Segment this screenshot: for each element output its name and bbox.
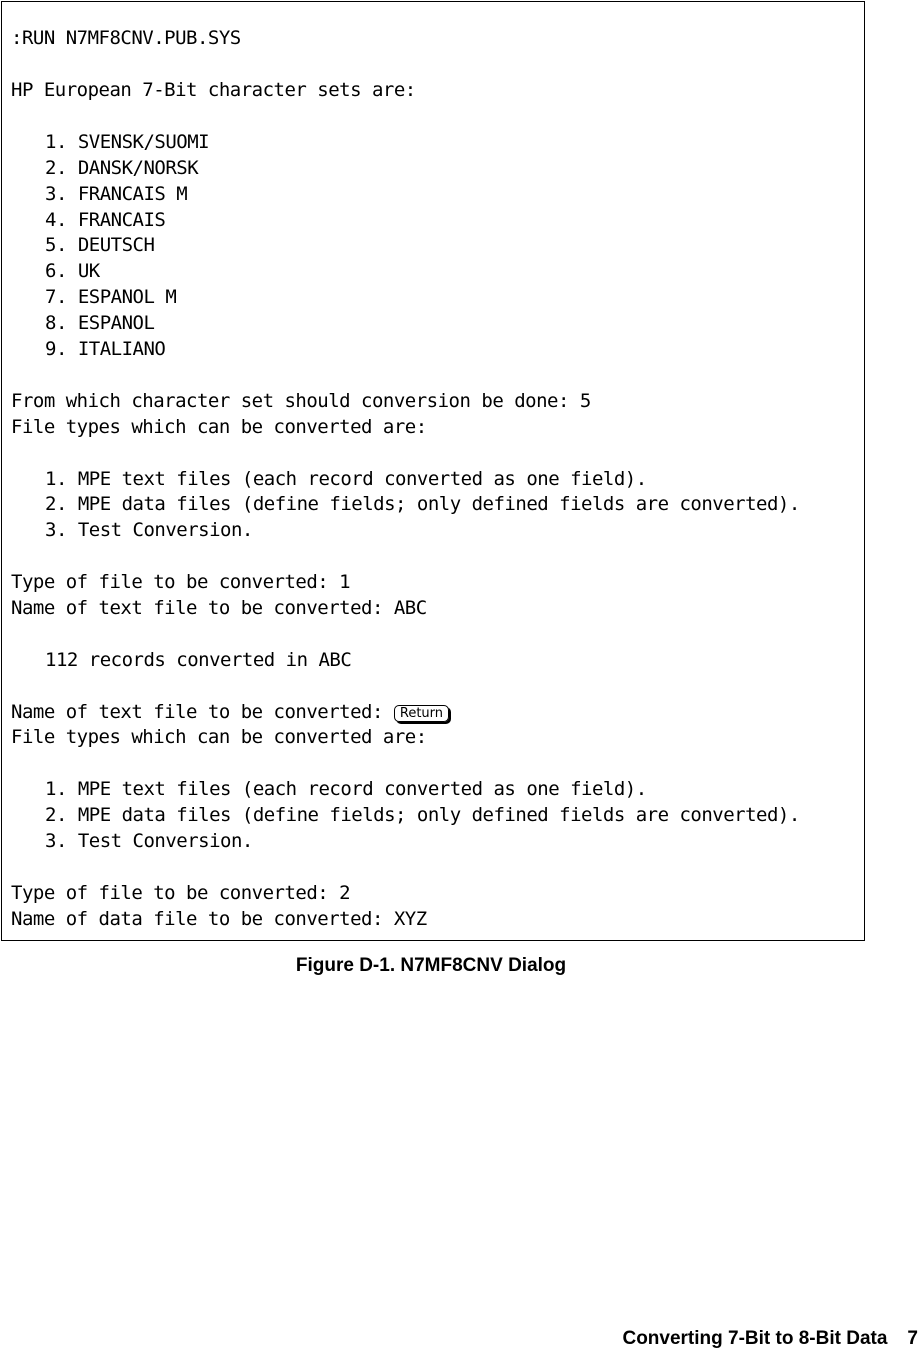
filetype-prompt: Type of file to be converted: 2 [11,882,351,904]
charset-option: 5. DEUTSCH [45,234,155,256]
filetype-option: 1. MPE text files (each record converted as one field). [45,468,647,490]
charset-option: 9. ITALIANO [45,338,166,360]
charset-heading: HP European 7-Bit character sets are: [11,79,416,101]
command-line: :RUN N7MF8CNV.PUB.SYS [11,27,241,49]
page-footer [622,1328,918,1350]
page-number: 7 [907,1328,918,1349]
figure-caption: Figure D-1. N7MF8CNV Dialog [295,955,567,976]
filetype-option: 3. Test Conversion. [45,519,253,541]
filetype-prompt: Type of file to be converted: 1 [11,571,351,593]
footer-section-title: Converting 7-Bit to 8-Bit Data [622,1328,888,1349]
filetype-option: 3. Test Conversion. [45,830,253,852]
charset-option: 1. SVENSK/SUOMI [45,131,210,153]
filetype-heading: File types which can be converted are: [11,416,427,438]
charset-option: 3. FRANCAIS M [45,183,188,205]
filetype-option: 2. MPE data files (define fields; only defined fields are converted). [45,804,800,826]
filetype-heading: File types which can be converted are: [11,726,427,748]
charset-option: 6. UK [45,260,100,282]
filename-prompt-text: Name of text file to be converted: [11,701,394,723]
charset-option: 4. FRANCAIS [45,209,166,231]
charset-prompt: From which character set should conversion be done: 5 [11,390,591,412]
filename-prompt-return [11,702,449,722]
return-key: Return [394,705,449,722]
charset-option: 8. ESPANOL [45,312,155,334]
charset-option: 2. DANSK/NORSK [45,157,199,179]
filename-prompt: Name of data file to be converted: XYZ [11,908,427,930]
filename-prompt: Name of text file to be converted: ABC [11,597,427,619]
charset-option: 7. ESPANOL M [45,286,177,308]
terminal-dialog-box [1,1,865,941]
conversion-result: 112 records converted in ABC [45,649,352,671]
filetype-option: 2. MPE data files (define fields; only defined fields are converted). [45,493,800,515]
filetype-option: 1. MPE text files (each record converted as one field). [45,778,647,800]
